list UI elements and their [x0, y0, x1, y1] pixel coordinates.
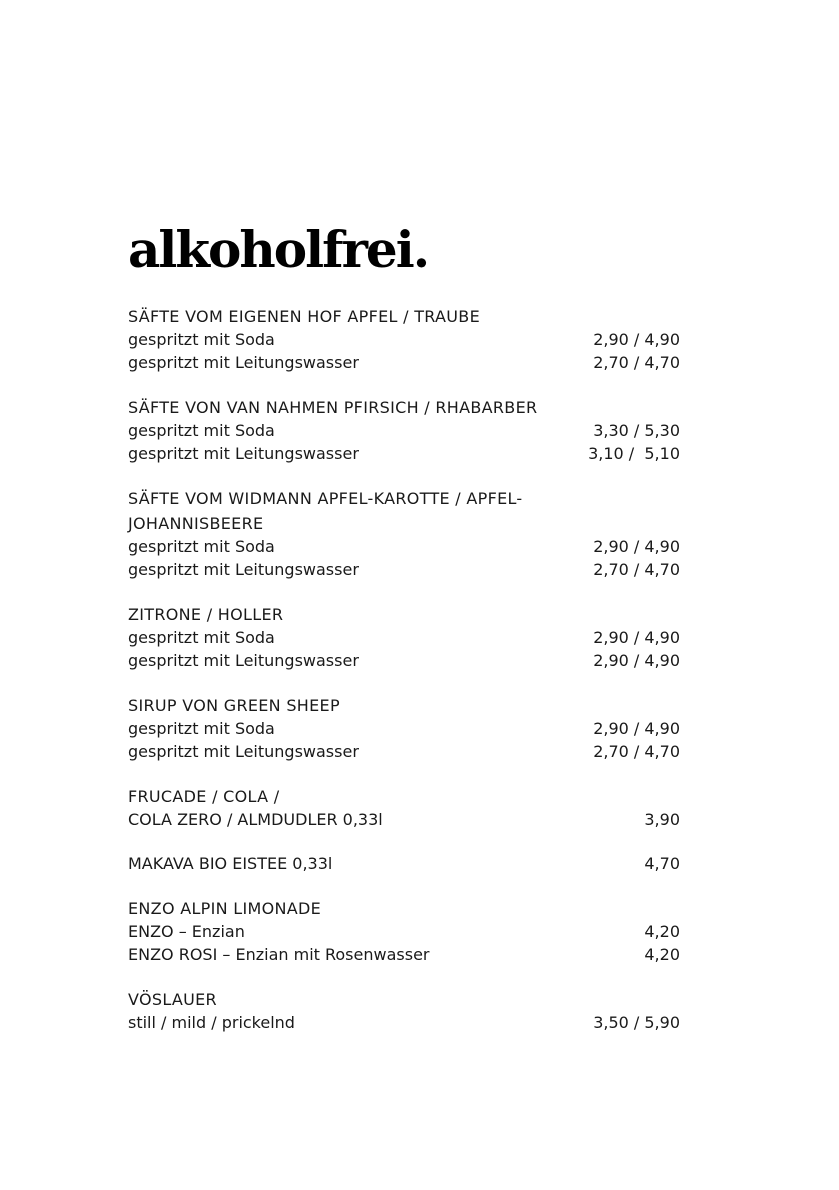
section-heading: SÄFTE VOM EIGENEN HOF APFEL / TRAUBE [128, 307, 480, 326]
menu-item [128, 741, 680, 764]
menu-item-price: 2,90 / 4,90 [593, 628, 680, 647]
menu-item-price: 2,90 / 4,90 [593, 719, 680, 738]
menu-item-price: 2,70 / 4,70 [593, 741, 680, 761]
menu-item [128, 921, 680, 944]
menu-item-label: MAKAVA BIO EISTEE 0,33l [128, 853, 333, 873]
menu-item-label: COLA ZERO / ALMDUDLER 0,33l [128, 810, 383, 829]
menu-item [128, 559, 680, 582]
menu-section [128, 486, 680, 581]
menu-item [128, 352, 680, 375]
section-heading: SÄFTE VON VAN NAHMEN PFIRSICH / RHABARBER [128, 398, 538, 417]
menu-item-label: gespritzt mit Soda [128, 421, 275, 440]
menu-item-label: gespritzt mit Leitungswasser [128, 741, 359, 761]
section-heading: SÄFTE VOM WIDMANN APFEL-KAROTTE / APFEL- [128, 489, 523, 508]
menu-item-price: 3,30 / 5,30 [593, 421, 680, 440]
menu-item-price: 3,10 / 5,10 [588, 443, 680, 463]
section-heading: ZITRONE / HOLLER [128, 605, 284, 624]
menu-item [128, 420, 680, 443]
section-heading: JOHANNISBEERE [128, 514, 264, 533]
menu-item [128, 809, 680, 832]
menu-item-label: gespritzt mit Soda [128, 628, 275, 647]
menu-item-price: 2,90 / 4,90 [593, 537, 680, 556]
menu-item [128, 853, 680, 876]
menu-section [128, 304, 680, 374]
menu-item-label: gespritzt mit Soda [128, 330, 275, 349]
menu-item-label: ENZO ROSI – Enzian mit Rosenwasser [128, 944, 430, 964]
menu-item-price: 2,90 / 4,90 [593, 330, 680, 349]
section-heading: FRUCADE / COLA / [128, 787, 280, 806]
menu-section [128, 784, 680, 832]
menu-section [128, 395, 680, 465]
menu-item [128, 536, 680, 559]
menu-item-price: 2,70 / 4,70 [593, 559, 680, 579]
page-title: alkoholfrei. [128, 220, 429, 279]
menu-sections [128, 304, 680, 1035]
menu-section [128, 853, 680, 876]
menu-item-price: 4,20 [644, 944, 680, 964]
menu-item-label: gespritzt mit Leitungswasser [128, 352, 359, 372]
menu-item [128, 1012, 680, 1035]
menu-item-price: 4,70 [644, 853, 680, 873]
menu-item-label: gespritzt mit Leitungswasser [128, 559, 359, 579]
menu-item-label: gespritzt mit Soda [128, 719, 275, 738]
menu-item-price: 2,70 / 4,70 [593, 352, 680, 372]
menu-item [128, 443, 680, 466]
menu-item [128, 329, 680, 352]
menu-section [128, 987, 680, 1035]
menu-item-price: 3,90 [644, 810, 680, 829]
menu-section [128, 693, 680, 763]
menu-item-price: 2,90 / 4,90 [593, 650, 680, 670]
menu-item-price: 3,50 / 5,90 [593, 1013, 680, 1032]
menu-item-price: 4,20 [644, 922, 680, 941]
menu-page [128, 222, 680, 1056]
menu-item [128, 944, 680, 967]
section-heading: VÖSLAUER [128, 990, 217, 1009]
menu-item [128, 718, 680, 741]
menu-item-label: still / mild / prickelnd [128, 1013, 295, 1032]
menu-item [128, 627, 680, 650]
menu-item [128, 650, 680, 673]
menu-section [128, 602, 680, 672]
menu-item-label: gespritzt mit Soda [128, 537, 275, 556]
menu-item-label: ENZO – Enzian [128, 922, 245, 941]
section-heading: ENZO ALPIN LIMONADE [128, 899, 322, 918]
menu-section [128, 896, 680, 966]
menu-item-label: gespritzt mit Leitungswasser [128, 443, 359, 463]
section-heading: SIRUP VON GREEN SHEEP [128, 696, 340, 715]
menu-item-label: gespritzt mit Leitungswasser [128, 650, 359, 670]
